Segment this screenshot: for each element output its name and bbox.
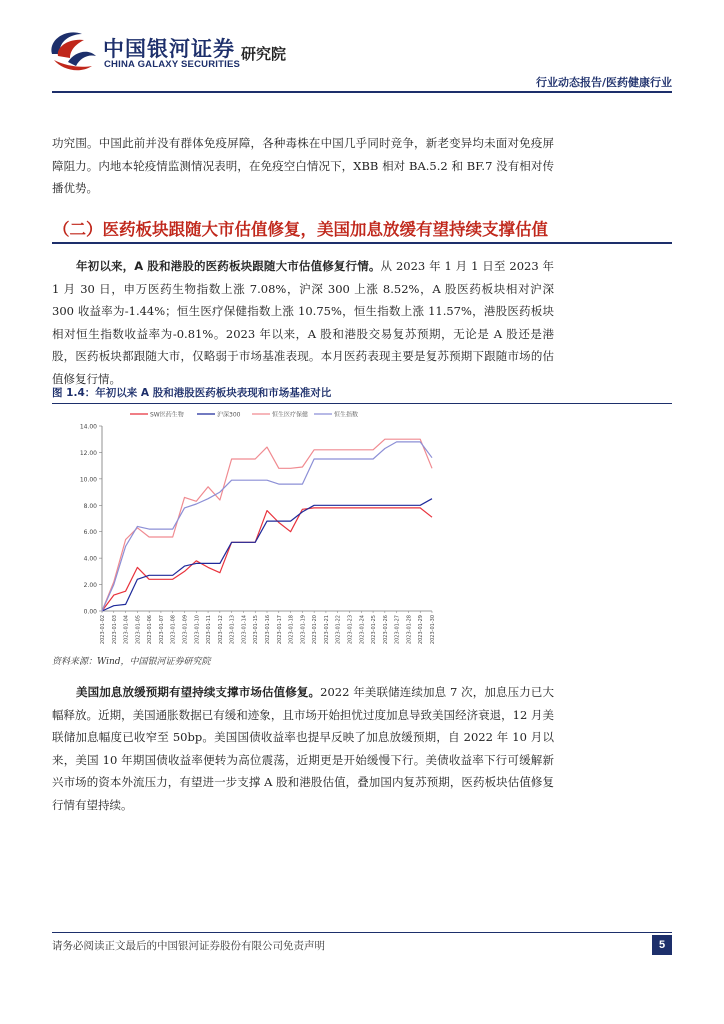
x-tick-label: 2023-01-05 <box>135 615 142 645</box>
paragraph-1-lead: 年初以来，A 股和港股的医药板块跟随大市估值修复行情。 <box>76 259 381 273</box>
section-title: （二）医药板块跟随大市估值修复，美国加息放缓有望持续支撑估值 <box>53 220 548 239</box>
x-tick-label: 2023-01-06 <box>147 615 154 645</box>
x-tick-label: 2023-01-23 <box>347 615 354 645</box>
x-tick-label: 2023-01-07 <box>158 615 165 645</box>
x-tick-label: 2023-01-08 <box>170 615 177 645</box>
institute-label: 研究院 <box>241 45 287 63</box>
chart-svg <box>52 404 452 652</box>
footer-disclaimer: 请务必阅读正文最后的中国银河证券股份有限公司免责声明 <box>52 940 325 952</box>
line-chart <box>52 404 452 652</box>
x-tick-label: 2023-01-11 <box>206 615 213 645</box>
x-tick-label: 2023-01-14 <box>241 615 248 645</box>
x-tick-label: 2023-01-12 <box>217 615 224 645</box>
company-name-en: CHINA GALAXY SECURITIES <box>104 59 241 70</box>
paragraph-2-lead: 美国加息放缓预期有望持续支撑市场估值修复。 <box>76 685 321 699</box>
legend-label: 沪深300 <box>217 411 241 419</box>
series-line <box>102 499 432 611</box>
galaxy-logo-icon <box>44 26 100 76</box>
x-tick-label: 2023-01-21 <box>323 615 330 645</box>
paragraph-1-body: 从 2023 年 1 月 1 日至 2023 年 1 月 30 日，申万医药生物指数上涨 7.08%，沪深 300 上涨 8.52%，A 股医药板块相对沪深 300 收益率为-1.44%；恒生医疗保健指数上涨 10.75%，恒生指数上涨 11.57%，港股医药板块相对恒生指数收益率为-0.81%。2023 年以来，A 股和港股交易复苏预期，无论是 A 股还是港股，医药板块都跟随大市，仅略弱于市场基准表现。本月医药表现主要是复苏预期下跟随市场的估值修复行情。 <box>52 259 554 386</box>
figure-source: 资料来源：Wind，中国银河证券研究院 <box>52 657 211 667</box>
paragraph-1 <box>52 255 554 390</box>
page-number: 5 <box>652 935 672 955</box>
x-tick-label: 2023-01-24 <box>359 615 366 645</box>
x-tick-label: 2023-01-30 <box>430 615 436 645</box>
y-tick-label: 8.00 <box>83 502 97 510</box>
header-divider <box>52 91 672 93</box>
x-tick-label: 2023-01-10 <box>194 615 201 645</box>
figure-title: 图 1.4：年初以来 A 股和港股医药板块表现和市场基准对比 <box>52 387 332 399</box>
x-tick-label: 2023-01-16 <box>265 615 271 645</box>
report-type: 行业动态报告/医药健康行业 <box>535 76 672 89</box>
x-tick-label: 2023-01-02 <box>100 615 106 645</box>
intro-paragraph: 功究围。中国此前并没有群体免疫屏障，各种毒株在中国几乎同时竞争，新老变异均未面对免疫屏障阻力。内地本轮疫情监测情况表明，在免疫空白情况下，XBB 相对 BA.5.2 和 BF.7 没有相对传播优势。 <box>52 136 554 195</box>
x-tick-label: 2023-01-29 <box>418 615 425 645</box>
x-tick-label: 2023-01-17 <box>276 615 283 645</box>
legend-label: 恒生医疗保健 <box>272 411 309 419</box>
series-line <box>102 442 432 611</box>
x-tick-label: 2023-01-09 <box>182 615 189 645</box>
x-tick-label: 2023-01-26 <box>382 615 389 645</box>
series-line <box>102 508 432 611</box>
x-tick-label: 2023-01-20 <box>312 615 319 645</box>
footer-divider <box>52 932 672 933</box>
x-tick-label: 2023-01-25 <box>371 615 378 645</box>
x-tick-label: 2023-01-27 <box>394 615 401 645</box>
x-tick-label: 2023-01-15 <box>253 615 260 645</box>
x-tick-label: 2023-01-22 <box>335 615 342 645</box>
x-tick-label: 2023-01-04 <box>123 615 130 645</box>
y-tick-label: 10.00 <box>79 476 97 484</box>
y-tick-label: 14.00 <box>79 423 97 431</box>
legend-label: SW医药生物 <box>150 411 184 419</box>
y-tick-label: 12.00 <box>79 449 97 457</box>
section-divider <box>52 242 672 244</box>
legend-label: 恒生指数 <box>334 411 359 419</box>
y-tick-label: 6.00 <box>83 529 97 537</box>
y-tick-label: 4.00 <box>83 555 97 563</box>
x-tick-label: 2023-01-03 <box>111 615 118 645</box>
company-name-cn: 中国银河证券 <box>103 37 235 61</box>
paragraph-2 <box>52 681 554 816</box>
x-tick-label: 2023-01-28 <box>406 615 413 645</box>
x-tick-label: 2023-01-13 <box>229 615 236 645</box>
x-tick-label: 2023-01-19 <box>300 615 307 645</box>
y-tick-label: 2.00 <box>83 582 97 590</box>
series-line <box>102 439 432 611</box>
x-tick-label: 2023-01-18 <box>288 615 295 645</box>
y-tick-label: 0.00 <box>83 608 97 616</box>
paragraph-2-body: 2022 年美联储连续加息 7 次，加息压力已大幅释放。近期，美国通胀数据已有缓和迹象，且市场开始担忧过度加息导致美国经济衰退，12 月美联储加息幅度已收窄至 50bp。美国国债收益率也提早反映了加息放缓预期，自 2022 年 10 月以来，美国 10 年期国债收益率便转为高位震荡，近期更是开始缓慢下行。美债收益率下行可缓解新兴市场的资本外流压力，有望进一步支撑 A 股和港股估值，叠加国内复苏预期，医药板块估值修复行情有望持续。 <box>52 685 554 812</box>
